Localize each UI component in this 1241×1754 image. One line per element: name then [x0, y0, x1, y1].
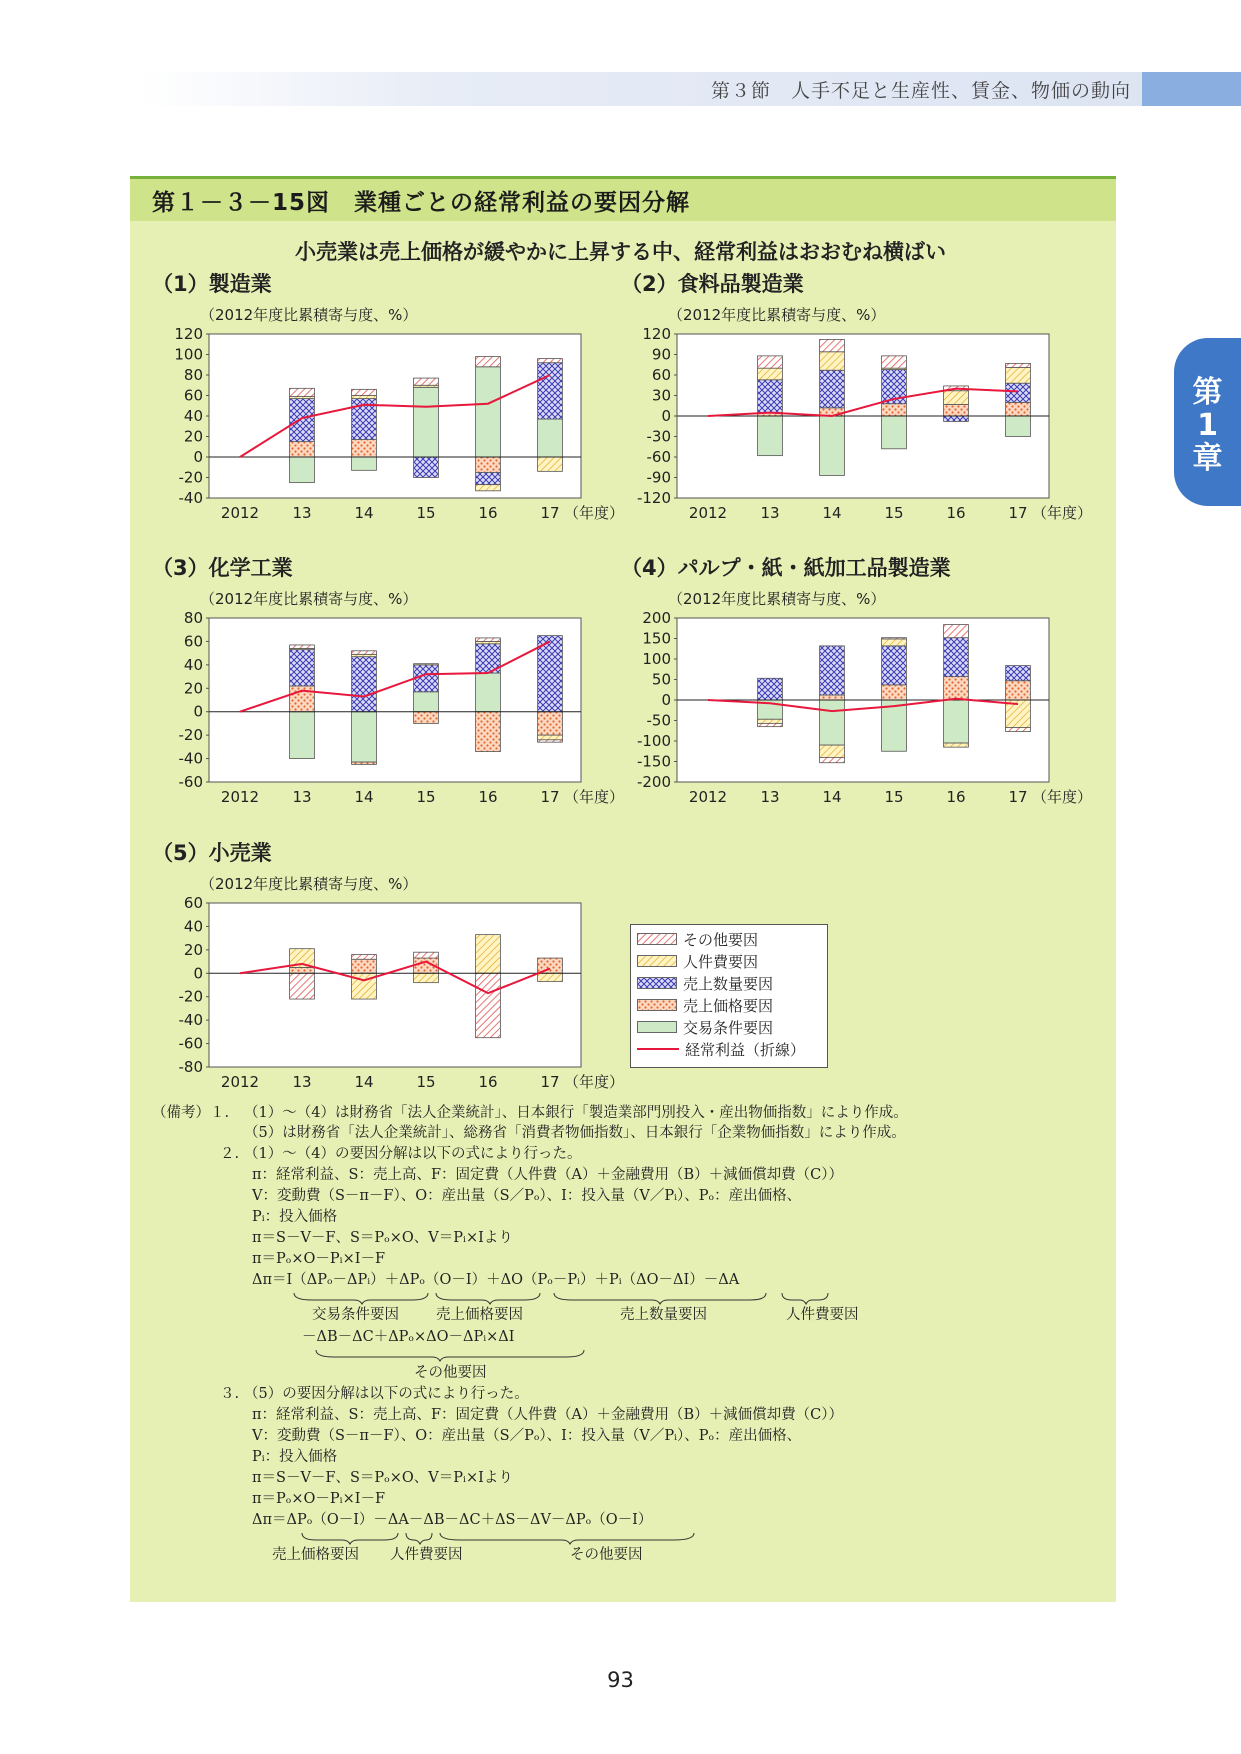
x-tick-label: 16	[478, 504, 498, 522]
legend-label: 経常利益（折線）	[685, 1040, 806, 1059]
chart-3	[179, 609, 625, 806]
bar-segment	[352, 389, 377, 395]
y-tick-label: 120	[174, 325, 203, 343]
bar-segment	[476, 638, 501, 642]
bar-segment	[476, 472, 501, 484]
bar-segment	[820, 745, 845, 757]
x-tick-label: 2012	[220, 788, 260, 806]
bar-segment	[882, 638, 907, 639]
legend-item-tot	[637, 1017, 773, 1037]
x-tick-label: 13	[760, 504, 780, 522]
y-tick-label: 60	[183, 632, 203, 651]
bar-segment	[538, 359, 563, 363]
note-2-brace	[314, 1348, 604, 1362]
chapter-tab-char: 1	[1197, 408, 1218, 443]
unit-label: （2012年度比累積寄与度、%）	[200, 590, 418, 608]
x-tick-label: 17	[540, 504, 560, 522]
y-tick-label: -150	[636, 752, 671, 771]
bar-segment	[352, 651, 377, 655]
x-tick-label: 15	[416, 788, 436, 806]
note-3-title: （5）の要因分解は以下の式により行った。	[244, 1386, 529, 1402]
bar-segment	[538, 712, 563, 735]
bar-segment	[414, 973, 439, 982]
note-2-equation-cont: －ΔB－ΔC＋ΔPₒ×ΔO－ΔPᵢ×ΔI	[302, 1329, 515, 1345]
bar-segment	[538, 735, 563, 740]
chart-5	[179, 894, 625, 1091]
note-2-line: π＝S－V－F、S＝Pₒ×O、V＝Pᵢ×Iより	[252, 1230, 513, 1246]
y-tick-label: 40	[183, 917, 203, 936]
bar-segment	[290, 645, 315, 649]
plot-area	[209, 903, 581, 1067]
bar-segment	[352, 712, 377, 762]
x-tick-label: 2012	[688, 504, 728, 522]
bar-segment	[538, 740, 563, 742]
bar-segment	[352, 959, 377, 973]
note-1b: （5）は財務省「法人企業統計」、総務省「消費者物価指数」、日本銀行「企業物価指数」により作成。	[244, 1125, 906, 1141]
x-tick-label: 2012	[220, 504, 260, 522]
note-3-line: π＝Pₒ×O－Pᵢ×I－F	[252, 1491, 386, 1507]
bar-segment	[944, 638, 969, 677]
bar-segment	[476, 973, 501, 1037]
x-tick-label: 13	[760, 788, 780, 806]
y-tick-label: 90	[651, 345, 671, 364]
bar-segment	[476, 367, 501, 457]
x-tick-label: 15	[416, 504, 436, 522]
bar-segment	[414, 387, 439, 457]
legend-label: その他要因	[683, 930, 759, 949]
y-tick-label: 200	[642, 609, 671, 627]
bar-segment	[820, 352, 845, 370]
y-tick-label: 50	[651, 670, 671, 689]
note-2-braces	[292, 1291, 852, 1305]
bar-segment	[1006, 367, 1031, 383]
note-3-caption: その他要因	[570, 1547, 643, 1563]
x-tick-label: 2012	[688, 788, 728, 806]
y-tick-label: -80	[178, 1058, 203, 1076]
note-2-line: π＝Pₒ×O－Pᵢ×I－F	[252, 1251, 386, 1267]
y-tick-label: 100	[642, 650, 671, 668]
y-tick-label: 20	[183, 940, 203, 959]
note-3-line: π：経常利益、S：売上高、F：固定費（人件費（A）＋金融費用（B）＋減価償却費（C））	[252, 1407, 843, 1423]
y-tick-label: -40	[178, 489, 203, 507]
chart-title-chemical: （3）化学工業	[152, 556, 293, 580]
y-tick-label: 60	[183, 386, 203, 405]
page-number: 93	[607, 1668, 634, 1692]
y-tick-label: 20	[183, 679, 203, 698]
bar-segment	[944, 391, 969, 405]
bar-segment	[538, 636, 563, 712]
y-tick-label: -40	[178, 1011, 203, 1030]
y-tick-label: -100	[636, 732, 671, 750]
legend-item-labor	[637, 951, 758, 971]
y-tick-label: -40	[178, 749, 203, 768]
y-tick-label: 60	[183, 894, 203, 912]
x-tick-label: 14	[354, 504, 374, 522]
bar-segment	[882, 356, 907, 368]
bar-segment	[290, 442, 315, 457]
bar-segment	[538, 457, 563, 471]
chart-title-retail: （5）小売業	[152, 841, 272, 865]
chart-1	[174, 325, 624, 522]
legend-item-volume	[637, 973, 773, 993]
bar-segment	[882, 646, 907, 685]
note-3-label: ３.	[220, 1386, 240, 1402]
y-tick-label: 0	[661, 407, 671, 425]
bar-segment	[944, 700, 969, 743]
section-title: 第３節 人手不足と生産性、賃金、物価の動向	[710, 80, 1131, 102]
x-tick-label: 15	[416, 1073, 436, 1091]
bar-segment	[290, 457, 315, 483]
note-3-line: Pᵢ：投入価格	[252, 1449, 338, 1465]
y-tick-label: 30	[651, 386, 671, 405]
bar-segment	[414, 692, 439, 712]
unit-label: （2012年度比累積寄与度、%）	[668, 306, 886, 324]
chart-title-pulp: （4）パルプ・紙・紙加工品製造業	[621, 556, 951, 580]
bar-segment	[352, 955, 377, 960]
legend-item-price	[637, 995, 773, 1015]
bar-segment	[352, 440, 377, 457]
note-1-label: （備考）１.	[152, 1105, 230, 1121]
bar-segment	[758, 380, 783, 413]
bar-segment	[882, 685, 907, 700]
legend-swatch	[637, 1021, 677, 1033]
bar-segment	[944, 677, 969, 700]
figure-subtitle: 小売業は売上価格が緩やかに上昇する中、経常利益はおおむね横ばい	[295, 240, 946, 264]
x-tick-label: 17	[1008, 504, 1028, 522]
note-2-caption: 売上数量要因	[620, 1307, 707, 1323]
bar-segment	[758, 723, 783, 726]
chart-title-food: （2）食料品製造業	[621, 272, 804, 296]
note-2-line: π：経常利益、S：売上高、F：固定費（人件費（A）＋金融費用（B）＋減価償却費（C））	[252, 1167, 843, 1183]
note-3-equation: Δπ＝ΔPₒ（O－I）－ΔA－ΔB－ΔC＋ΔS－ΔV－ΔPₒ（O－I）	[252, 1512, 653, 1528]
bar-segment	[290, 399, 315, 442]
bar-segment	[476, 712, 501, 752]
unit-label: （2012年度比累積寄与度、%）	[200, 875, 418, 893]
y-tick-label: 0	[193, 702, 203, 721]
bar-segment	[944, 404, 969, 416]
y-tick-label: -20	[178, 468, 203, 487]
unit-label: （2012年度比累積寄与度、%）	[668, 590, 886, 608]
bar-segment	[476, 673, 501, 712]
y-tick-label: -50	[646, 711, 671, 730]
bar-segment	[352, 457, 377, 470]
y-tick-label: -120	[636, 489, 671, 507]
note-2-line: V：変動費（S－π－F）、O：産出量（S／Pₒ）、I：投入量（V／Pᵢ）、Pₒ：産出価格、	[252, 1188, 802, 1204]
x-tick-label: 16	[478, 788, 498, 806]
bar-segment	[1006, 383, 1031, 402]
legend-label: 交易条件要因	[683, 1018, 774, 1037]
y-tick-label: -30	[646, 427, 671, 446]
bar-segment	[758, 368, 783, 380]
x-tick-label: 13	[292, 788, 312, 806]
y-tick-label: 60	[651, 366, 671, 384]
bar-segment	[882, 416, 907, 449]
bar-segment	[414, 664, 439, 665]
bar-segment	[1006, 402, 1031, 416]
bar-segment	[476, 457, 501, 472]
bar-segment	[758, 356, 783, 368]
note-3-caption: 人件費要因	[390, 1547, 463, 1563]
bar-segment	[352, 762, 377, 764]
bar-segment	[1006, 416, 1031, 437]
x-axis-suffix: （年度）	[1032, 504, 1093, 522]
note-2-title: （1）～（4）の要因分解は以下の式により行った。	[244, 1146, 582, 1162]
bar-segment	[352, 657, 377, 712]
x-tick-label: 14	[822, 504, 842, 522]
y-tick-label: 40	[183, 655, 203, 674]
y-tick-label: 40	[183, 407, 203, 425]
bar-segment	[414, 378, 439, 385]
y-tick-label: 100	[174, 345, 203, 364]
bar-segment	[1006, 727, 1031, 731]
note-2-caption: 売上価格要因	[436, 1307, 523, 1323]
note-2-caption: 人件費要因	[786, 1307, 859, 1323]
bar-segment	[290, 967, 315, 973]
y-tick-label: -60	[178, 773, 203, 791]
bar-segment	[820, 370, 845, 408]
bar-segment	[414, 457, 439, 478]
note-1a: （1）～（4）は財務省「法人企業統計」、日本銀行「製造業部門別投入・産出物価指数」により作成。	[244, 1105, 908, 1121]
chapter-tab-char: 第	[1192, 375, 1223, 410]
chart-2	[637, 325, 1092, 522]
x-tick-label: 14	[354, 1073, 374, 1091]
legend-line-swatch	[637, 1048, 679, 1050]
legend-label: 人件費要因	[683, 952, 759, 971]
plot-area	[209, 618, 581, 782]
x-tick-label: 16	[946, 504, 966, 522]
x-tick-label: 13	[292, 1073, 312, 1091]
unit-label: （2012年度比累積寄与度、%）	[200, 306, 418, 324]
x-tick-label: 17	[540, 788, 560, 806]
note-2-caption: その他要因	[414, 1365, 487, 1381]
x-tick-label: 14	[822, 788, 842, 806]
x-tick-label: 2012	[220, 1073, 260, 1091]
chart-title-manufacturing: （1）製造業	[152, 272, 272, 296]
legend-item-other	[637, 929, 758, 949]
y-tick-label: 80	[183, 366, 203, 384]
bar-segment	[476, 485, 501, 491]
bar-segment	[414, 712, 439, 724]
x-axis-suffix: （年度）	[564, 788, 625, 806]
note-3-braces	[300, 1531, 770, 1545]
y-tick-label: -60	[646, 448, 671, 466]
bar-segment	[820, 757, 845, 762]
y-tick-label: 20	[183, 427, 203, 446]
bar-segment	[758, 719, 783, 723]
bar-segment	[882, 404, 907, 416]
y-tick-label: 0	[661, 691, 671, 709]
x-axis-suffix: （年度）	[564, 1073, 625, 1091]
x-tick-label: 17	[540, 1073, 560, 1091]
plot-area	[209, 334, 581, 498]
legend-label: 売上数量要因	[683, 974, 774, 993]
note-3-caption: 売上価格要因	[272, 1547, 359, 1563]
bar-segment	[476, 357, 501, 367]
bar-segment	[290, 973, 315, 999]
bar-segment	[538, 419, 563, 457]
bar-segment	[820, 700, 845, 745]
bar-segment	[820, 416, 845, 475]
bar-segment	[290, 388, 315, 396]
bar-segment	[352, 396, 377, 399]
bar-segment	[944, 625, 969, 638]
note-3-line: π＝S－V－F、S＝Pₒ×O、V＝Pᵢ×Iより	[252, 1470, 513, 1486]
bar-segment	[944, 743, 969, 747]
y-tick-label: -60	[178, 1034, 203, 1053]
bar-segment	[758, 416, 783, 456]
note-2-caption: 交易条件要因	[312, 1307, 399, 1323]
legend-label: 売上価格要因	[683, 996, 774, 1015]
bar-segment	[414, 952, 439, 958]
bar-segment	[944, 416, 969, 421]
chart-4	[637, 609, 1092, 806]
y-tick-label: 150	[642, 629, 671, 648]
x-tick-label: 13	[292, 504, 312, 522]
bar-segment	[1006, 363, 1031, 367]
y-tick-label: 80	[183, 609, 203, 627]
x-axis-suffix: （年度）	[564, 504, 625, 522]
bar-segment	[1006, 681, 1031, 700]
figure-title: 第１－３－15図 業種ごとの経常利益の要因分解	[152, 190, 691, 216]
bar-segment	[538, 973, 563, 981]
x-tick-label: 15	[884, 504, 904, 522]
note-2-label: ２.	[220, 1146, 240, 1162]
y-tick-label: 120	[642, 325, 671, 343]
bar-segment	[820, 339, 845, 351]
bar-segment	[1006, 666, 1031, 681]
note-2-line: Pᵢ：投入価格	[252, 1209, 338, 1225]
bar-segment	[290, 650, 315, 686]
x-tick-label: 16	[478, 1073, 498, 1091]
y-tick-label: -90	[646, 468, 671, 487]
x-axis-suffix: （年度）	[1032, 788, 1093, 806]
x-tick-label: 17	[1008, 788, 1028, 806]
bar-segment	[538, 363, 563, 419]
bar-segment	[290, 712, 315, 759]
bar-segment	[820, 695, 845, 700]
y-tick-label: 0	[193, 964, 203, 983]
note-3-line: V：変動費（S－π－F）、O：産出量（S／Pₒ）、I：投入量（V／Pᵢ）、Pₒ：産出価格、	[252, 1428, 802, 1444]
y-tick-label: -200	[636, 773, 671, 791]
y-tick-label: -20	[178, 726, 203, 745]
legend-item-profit	[637, 1039, 805, 1059]
bar-segment	[820, 646, 845, 695]
x-tick-label: 14	[354, 788, 374, 806]
chapter-tab-char: 章	[1192, 441, 1223, 476]
bar-segment	[882, 639, 907, 646]
note-2-equation: Δπ＝I（ΔPₒ－ΔPᵢ）＋ΔPₒ（O－I）＋ΔO（Pₒ－Pᵢ）＋Pᵢ（ΔO－ΔI）－ΔA	[252, 1272, 740, 1288]
x-tick-label: 16	[946, 788, 966, 806]
y-tick-label: 0	[193, 448, 203, 466]
chart-legend	[630, 924, 828, 1068]
y-tick-label: -20	[178, 987, 203, 1006]
bar-segment	[758, 678, 783, 700]
x-tick-label: 15	[884, 788, 904, 806]
bar-segment	[476, 935, 501, 974]
